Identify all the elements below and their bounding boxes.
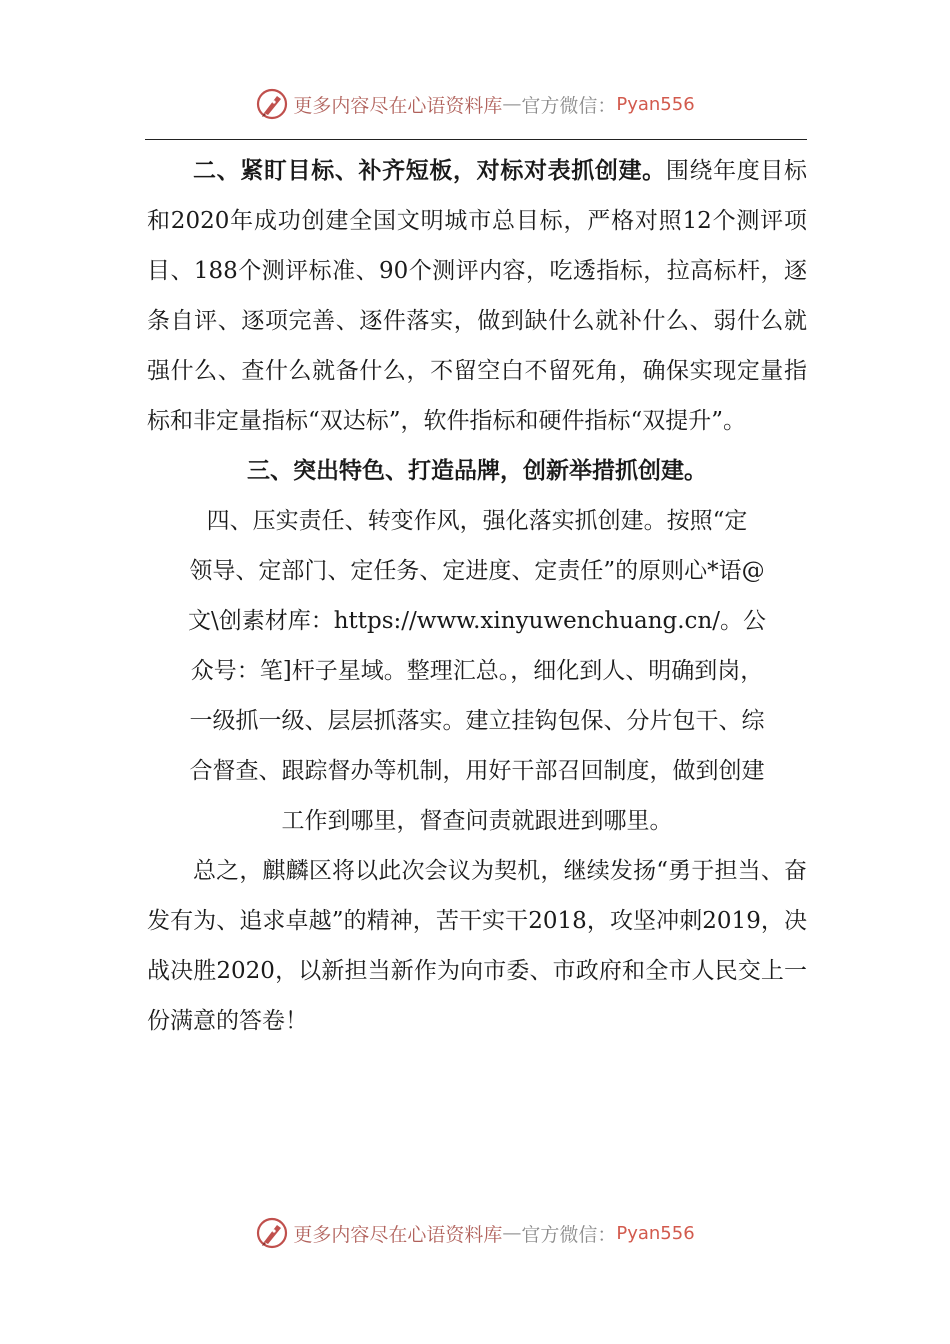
paragraph-3-heading: 三、突出特色、打造品牌，创新举措抓创建。 [247, 458, 707, 484]
footer-site-text: 更多内容尽在心语资料库 [293, 1223, 503, 1246]
paragraph-4-line-7: 工作到哪里，督查问责就跟进到哪里。 [281, 808, 673, 834]
header-wechat-label: 官方微信： [521, 94, 617, 117]
page-header [0, 84, 950, 124]
header-site-text: 更多内容尽在心语资料库 [293, 94, 503, 117]
document-body [147, 146, 807, 1046]
paragraph-2-text: 围绕年度目标和2020年成功创建全国文明城市总目标，严格对照12个测评项目、188个测评标准、90个测评内容，吃透指标，拉高标杆，逐条自评、逐项完善、逐件落实，做到缺什么就补什么、弱什么就强什么、查什么就备什么，不留空白不留死角，确保实现定量指标和非定量指标“双达标”，软件指标和硬件指标“双提升”。 [147, 158, 808, 434]
paragraph-4-line-5: 一级抓一级、层层抓落实。建立挂钩包保、分片包干、综 [189, 708, 765, 734]
header-separator: — [502, 93, 522, 115]
paragraph-4-line-4: 众号：笔]杆子星域。整理汇总。，细化到人、明确到岗， [190, 658, 764, 684]
paragraph-2 [147, 146, 807, 446]
paragraph-2-heading: 二、紧盯目标、补齐短板，对标对表抓创建。 [193, 158, 666, 184]
paragraph-4-line-3: 文\创素材库：https://www.xinyuwenchuang.cn/。公 [187, 608, 767, 634]
pen-nib-icon [255, 1216, 289, 1250]
footer-separator: — [502, 1222, 522, 1244]
paragraph-4-line-6: 合督查、跟踪督办等机制，用好干部召回制度，做到创建 [189, 758, 765, 784]
footer-wechat-id: Pyan556 [616, 1222, 695, 1244]
footer-wechat-label: 官方微信： [521, 1223, 617, 1246]
header-divider [145, 139, 807, 140]
paragraph-4-line-2: 领导、定部门、定任务、定进度、定责任”的原则心*语@ [189, 558, 765, 584]
pen-nib-icon [255, 87, 289, 121]
header-wechat-id: Pyan556 [616, 93, 695, 115]
paragraph-4-line-1: 四、压实责任、转变作风，强化落实抓创建。按照“定 [206, 508, 748, 534]
paragraph-5: 总之，麒麟区将以此次会议为契机，继续发扬“勇于担当、奋发有为、追求卓越”的精神，苦干实干2018，攻坚冲刺2019，决战决胜2020，以新担当新作为向市委、市政府和全市人民交上一份满意的答卷！ [147, 858, 807, 1034]
page-footer [0, 1213, 950, 1253]
